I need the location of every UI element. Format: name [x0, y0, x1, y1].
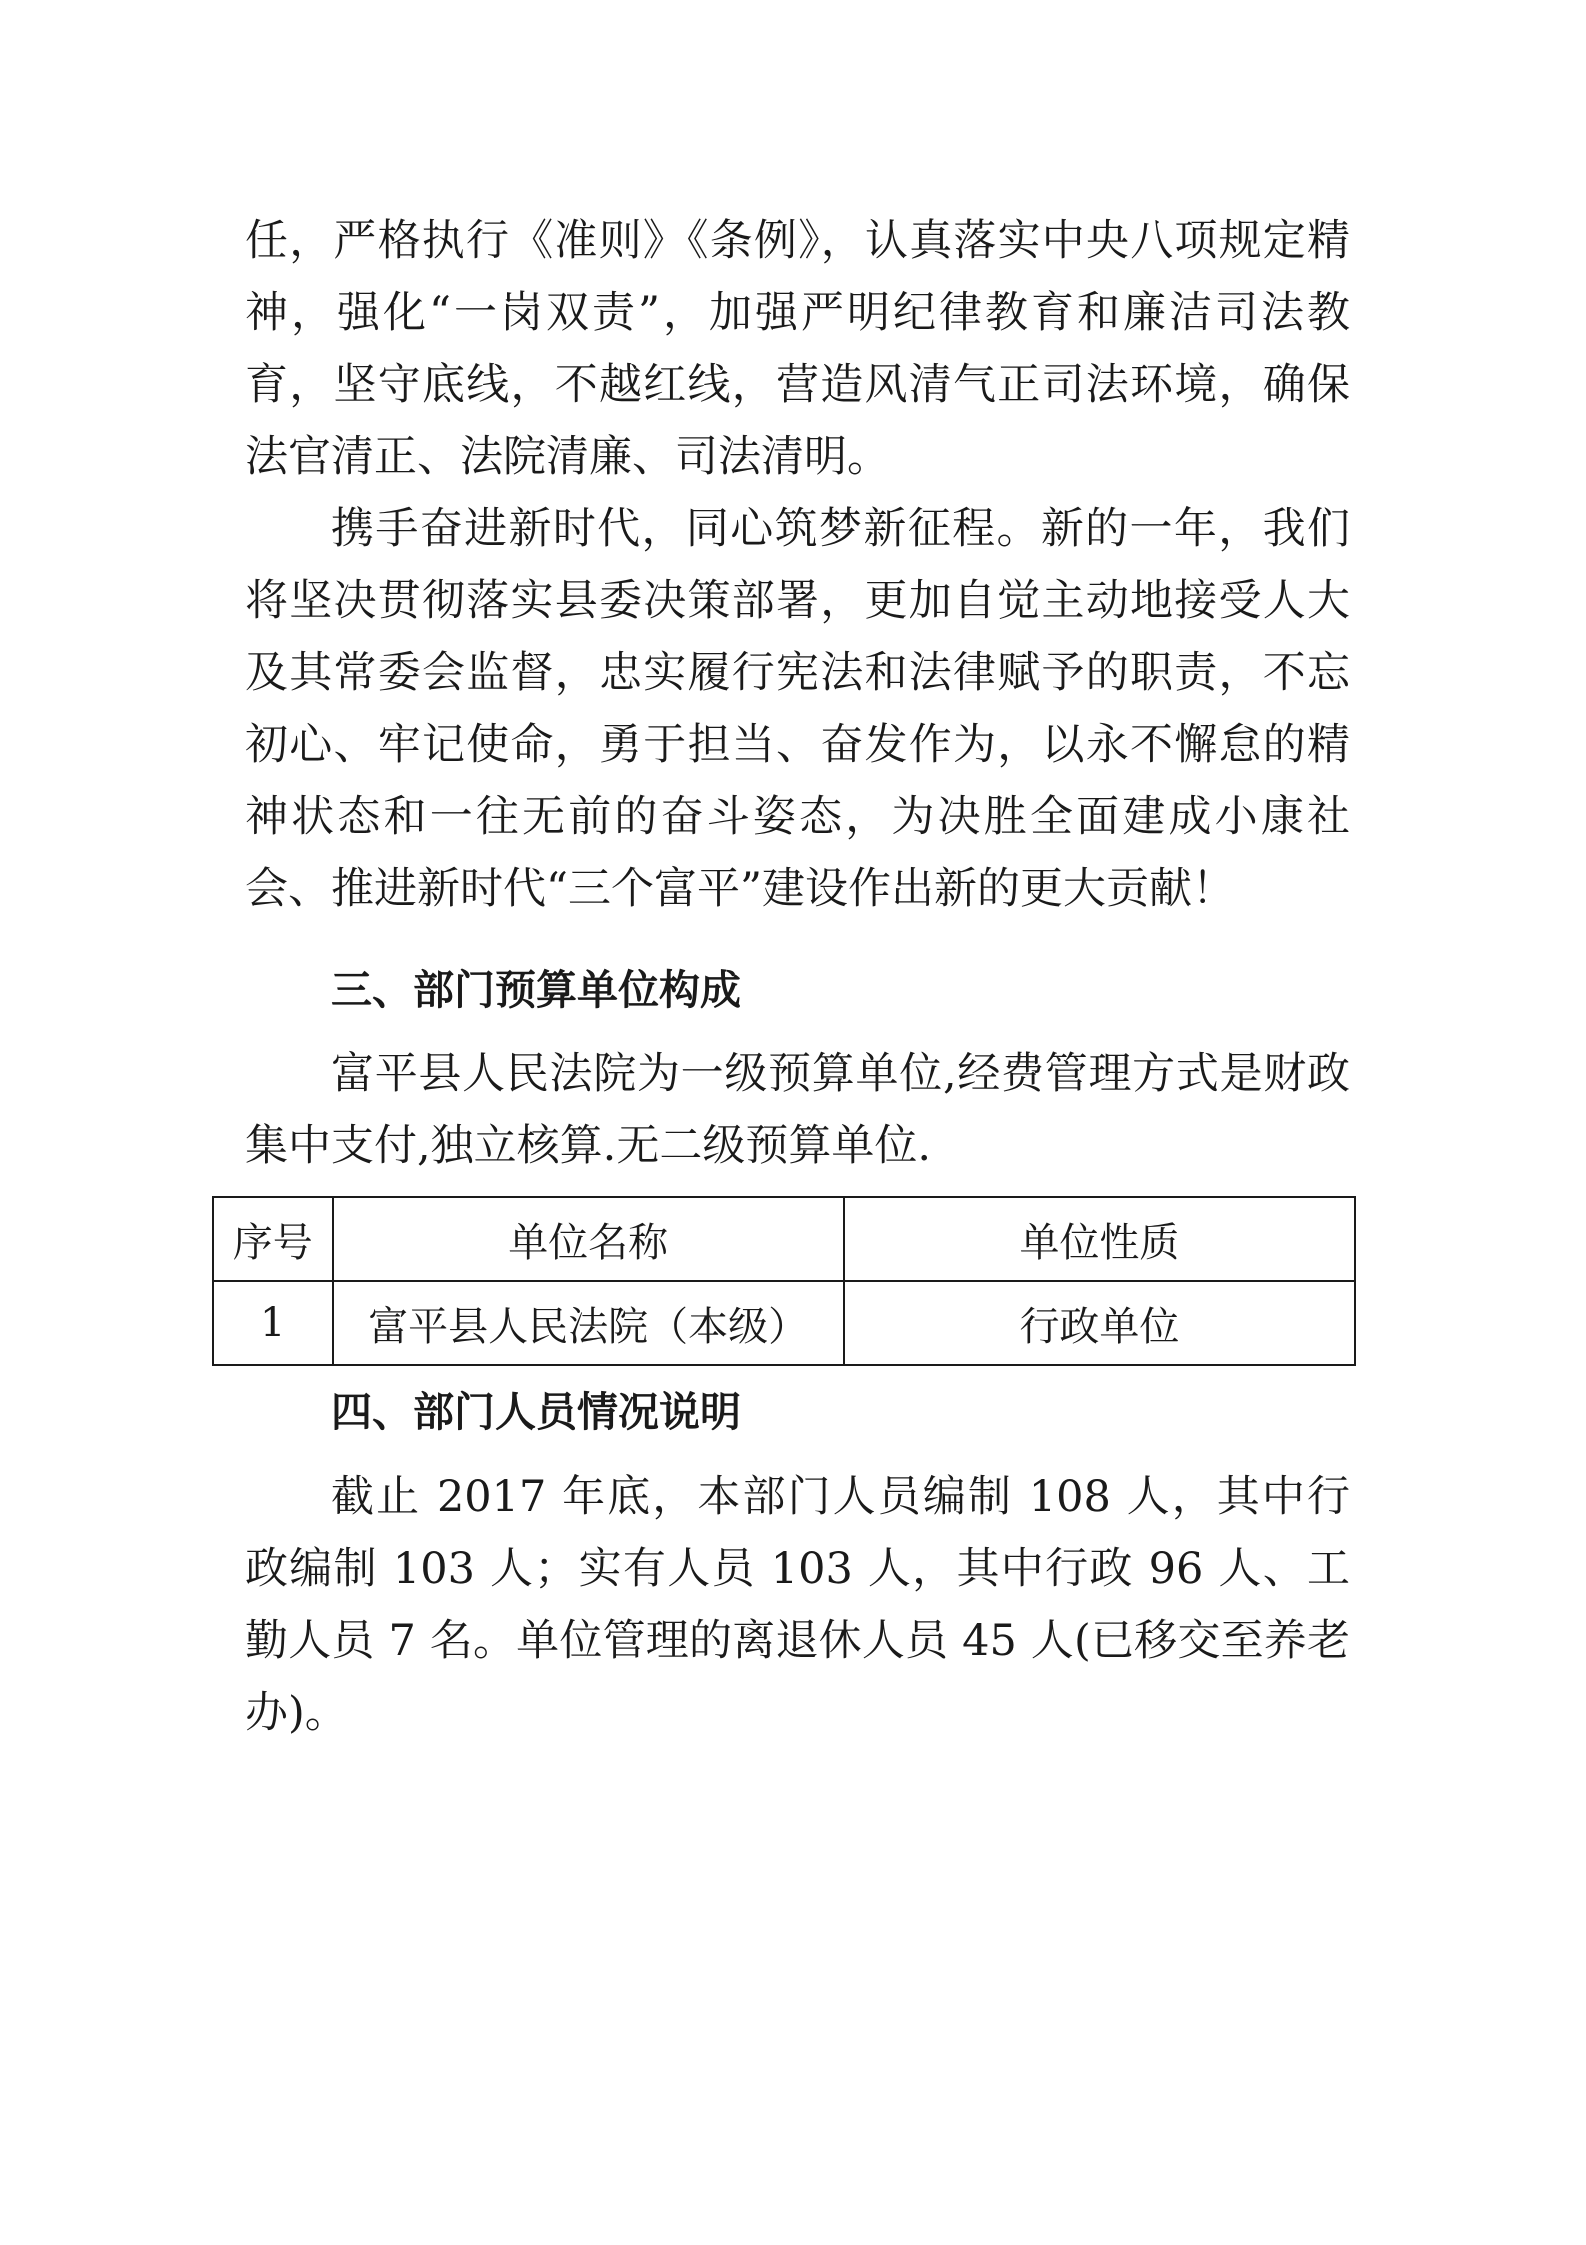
- paragraph-outlook: 携手奋进新时代，同心筑梦新征程。新的一年，我们将坚决贯彻落实县委决策部署，更加自觉主动地接受人大及其常委会监督，忠实履行宪法和法律赋予的职责，不忘初心、牢记使命，勇于担当、奋发作为，以永不懈怠的精神状态和一往无前的奋斗姿态，为决胜全面建成小康社会、推进新时代“三个富平”建设作出新的更大贡献！: [245, 504, 1350, 914]
- header-unit-name: 单位名称: [333, 1197, 844, 1281]
- cell-unit-name: 富平县人民法院（本级）: [333, 1281, 844, 1365]
- budget-units-table: [212, 1196, 1356, 1366]
- paragraph-discipline: 任，严格执行《准则》《条例》，认真落实中央八项规定精神，强化“一岗双责”，加强严明纪律教育和廉洁司法教育，坚守底线，不越红线，营造风清气正司法环境，确保法官清正、法院清廉、司法清明。: [245, 216, 1350, 482]
- heading-staff: 四、部门人员情况说明: [331, 1388, 741, 1436]
- paragraph-budget-units: 富平县人民法院为一级预算单位,经费管理方式是财政集中支付,独立核算.无二级预算单位.: [245, 1049, 1350, 1171]
- cell-unit-nature: 行政单位: [844, 1281, 1355, 1365]
- header-index: 序号: [213, 1197, 333, 1281]
- heading-budget-units: 三、部门预算单位构成: [331, 966, 741, 1014]
- paragraph-staff: 截止 2017 年底，本部门人员编制 108 人，其中行政编制 103 人；实有人员 103 人，其中行政 96 人、工勤人员 7 名。单位管理的离退休人员 45 人(已移交至养老办)。: [245, 1472, 1350, 1738]
- cell-index: 1: [213, 1281, 333, 1365]
- header-unit-nature: 单位性质: [844, 1197, 1355, 1281]
- table-header-row: [213, 1197, 1355, 1281]
- table-row: [213, 1281, 1355, 1365]
